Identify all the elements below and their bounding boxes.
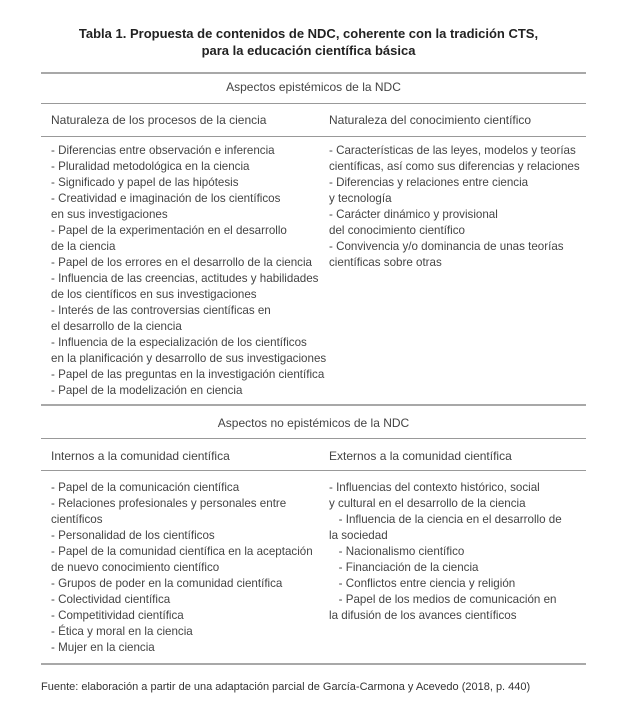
non-epistemic-external-list (329, 480, 562, 624)
column-header-knowledge: Naturaleza del conocimiento científico (329, 113, 532, 127)
list-item-line: - Papel de las preguntas en la investigación científica (51, 368, 325, 381)
list-item-line: - Creatividad e imaginación de los científicos (51, 192, 281, 205)
list-item-line: - Relaciones profesionales y personales entre (51, 497, 287, 510)
list-item-line: - Competitividad científica (51, 609, 184, 622)
column-header-external: Externos a la comunidad científica (329, 449, 512, 463)
list-item-line: y tecnología (329, 192, 392, 205)
table-title-line-2: para la educación científica básica (201, 43, 416, 58)
list-item-line: el desarrollo de la ciencia (51, 320, 182, 333)
list-item-line: - Interés de las controversias científicas en (51, 304, 271, 317)
list-item-line: científicas sobre otras (329, 256, 442, 269)
list-item-line: - Mujer en la ciencia (51, 641, 155, 654)
list-item-line: en sus investigaciones (51, 208, 168, 221)
table-bottom-rule (41, 663, 586, 665)
list-item-line: - Influencia de la especialización de los científicos (51, 336, 307, 349)
section-heading-epistemic: Aspectos epistémicos de la NDC (226, 80, 401, 94)
list-item-line: en la planificación y desarrollo de sus investigaciones (51, 352, 327, 365)
list-item-line: la sociedad (329, 529, 388, 542)
list-item-line: - Papel de la comunidad científica en la aceptación (51, 545, 313, 558)
divider (41, 470, 586, 471)
list-item-line: - Personalidad de los científicos (51, 529, 215, 542)
list-item-line: - Diferencias entre observación e inferencia (51, 144, 275, 157)
list-item-line: - Convivencia y/o dominancia de unas teorías (329, 240, 564, 253)
divider (41, 404, 586, 406)
list-item-line: - Papel de la experimentación en el desarrollo (51, 224, 287, 237)
epistemic-knowledge-list (329, 143, 580, 271)
list-item-line: - Financiación de la ciencia (329, 561, 479, 574)
table-title-line-1: Tabla 1. Propuesta de contenidos de NDC, coherente con la tradición CTS, (78, 26, 539, 41)
divider (41, 438, 586, 439)
list-item-line: - Papel de los medios de comunicación en (329, 593, 557, 606)
list-item-line: del conocimiento científico (329, 224, 465, 237)
list-item-line: - Nacionalismo científico (329, 545, 465, 558)
list-item-line: de los científicos en sus investigaciones (51, 288, 257, 301)
list-item-line: - Papel de los errores en el desarrollo de la ciencia (51, 256, 313, 269)
column-header-internal: Internos a la comunidad científica (51, 449, 230, 463)
list-item-line: - Pluralidad metodológica en la ciencia (51, 160, 250, 173)
list-item-line: de la ciencia (51, 240, 116, 253)
list-item-line: - Papel de la comunicación científica (51, 481, 240, 494)
list-item-line: - Carácter dinámico y provisional (329, 208, 498, 221)
list-item-line: - Significado y papel de las hipótesis (51, 176, 239, 189)
list-item-line: - Influencia de la ciencia en el desarrollo de (329, 513, 562, 526)
list-item-line: y cultural en el desarrollo de la ciencia (329, 497, 526, 510)
list-item-line: científicas, así como sus diferencias y relaciones (329, 160, 580, 173)
list-item-line: - Diferencias y relaciones entre ciencia (329, 176, 529, 189)
non-epistemic-internal-list (51, 480, 313, 656)
divider (41, 103, 586, 104)
divider (41, 136, 586, 137)
list-item-line: - Colectividad científica (51, 593, 171, 606)
list-item-line: la difusión de los avances científicos (329, 609, 517, 622)
source-note: Fuente: elaboración a partir de una adaptación parcial de García-Carmona y Acevedo (2018, p. 440) (41, 681, 531, 693)
list-item-line: - Influencias del contexto histórico, social (329, 481, 540, 494)
list-item-line: - Conflictos entre ciencia y religión (329, 577, 516, 590)
list-item-line: científicos (51, 513, 103, 526)
list-item-line: - Grupos de poder en la comunidad científica (51, 577, 283, 590)
list-item-line: - Ética y moral en la ciencia (51, 625, 193, 638)
list-item-line: - Influencia de las creencias, actitudes y habilidades (51, 272, 319, 285)
epistemic-processes-list (51, 143, 326, 399)
table-top-rule (41, 72, 586, 74)
section-heading-non-epistemic: Aspectos no epistémicos de la NDC (217, 416, 410, 430)
column-header-processes: Naturaleza de los procesos de la ciencia (51, 113, 267, 127)
list-item-line: de nuevo conocimiento científico (51, 561, 220, 574)
list-item-line: - Características de las leyes, modelos y teorías (329, 144, 576, 157)
list-item-line: - Papel de la modelización en ciencia (51, 384, 243, 397)
table-title (0, 25, 617, 59)
